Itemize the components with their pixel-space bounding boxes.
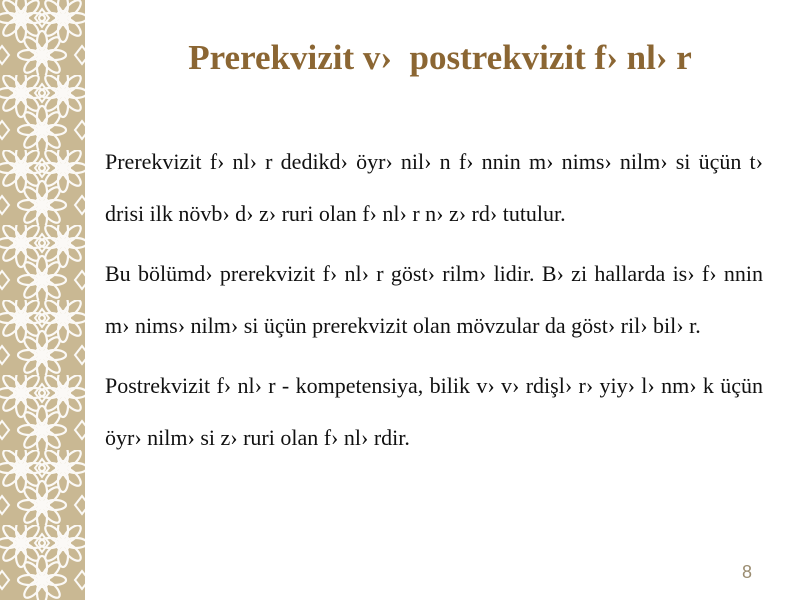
paragraph-section: Bu bölümd› prerekvizit f› nl› r göst› rilm› lidir. B› zi hallarda is› f› nnin m› nims› nilm› si üçün prerekvizit olan mövzular da göst› ril› bil› r.	[105, 261, 769, 338]
decorative-sidebar	[0, 0, 85, 600]
floral-ornament-icon	[0, 0, 85, 600]
page-number: 8	[741, 562, 752, 582]
slide-title: Prerekvizit v› postrekvizit f› nl› r	[188, 38, 692, 77]
paragraph-prerequisite: Prerekvizit f› nl› r dedikd› öyr› nil› n f› nnin m› nims› nilm› si üçün t› drisi ilk növb› d› z› ruri olan f› nl› r n› z› rd› tutulur.	[105, 149, 769, 226]
paragraph-postrequisite: Postrekvizit f› nl› r - kompetensiya, bilik v› v› rdişl› r› yiy› l› nm› k üçün öyr› nilm› si z› ruri olan f› nl› rdir.	[105, 373, 769, 450]
slide-body	[105, 136, 769, 472]
